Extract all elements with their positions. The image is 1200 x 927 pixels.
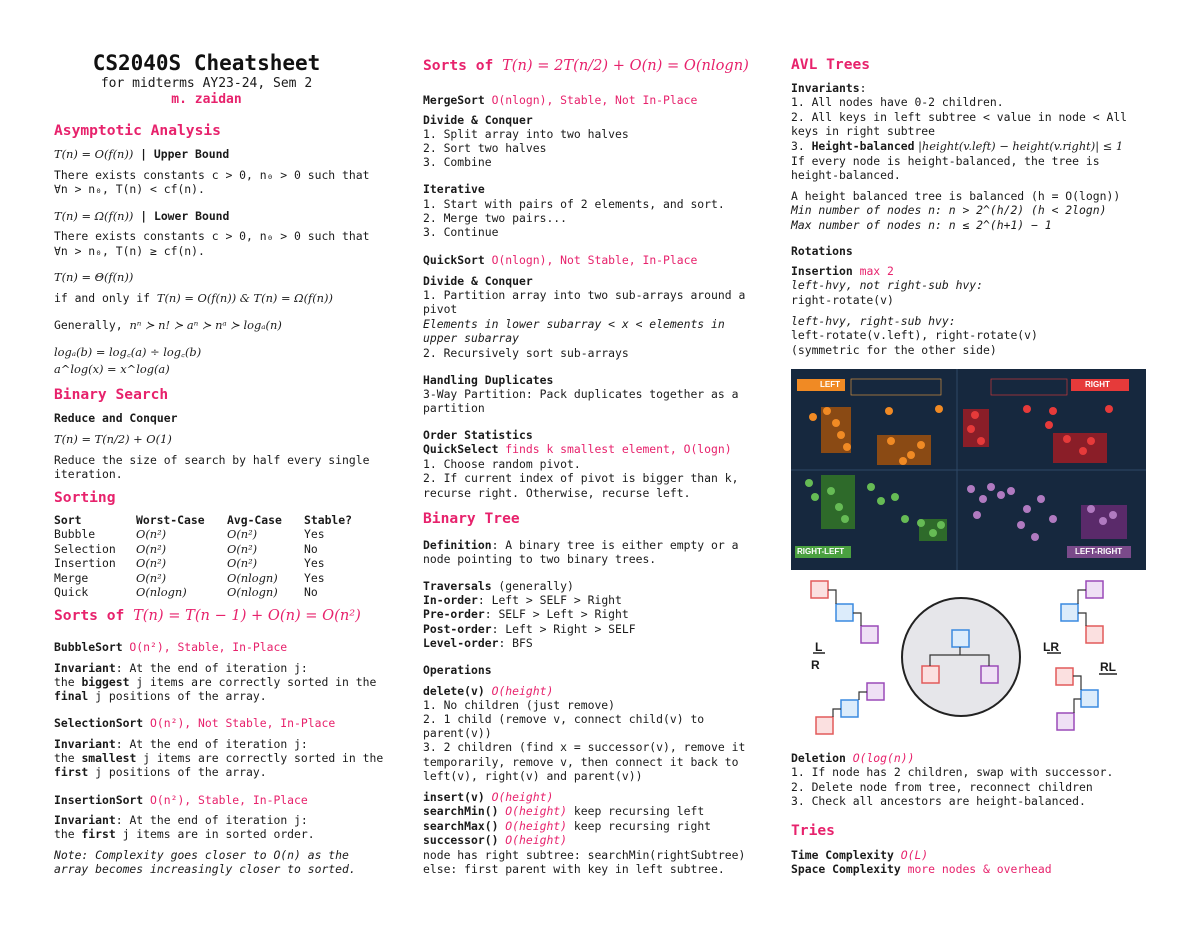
sorts-n1-heading: Sorts of T(n) = T(n − 1) + O(n) = O(n²) (54, 607, 361, 624)
iter-step-3: 3. Continue (423, 225, 499, 239)
cell: O(n²) (227, 556, 258, 571)
bubblesort-title: BubbleSort O(n²), Stable, In-Place (54, 640, 288, 654)
lower-bound-desc-2: ∀n > n₀, T(n) ≥ cf(n). (54, 244, 205, 258)
theta-formula: T(n) = Θ(f(n)) (54, 270, 134, 284)
table-row (54, 527, 352, 541)
col-worst: Worst-Case (136, 513, 205, 527)
author-name: m. zaidan (171, 92, 242, 107)
postorder-line: Post-order: Left > Right > SELF (423, 622, 636, 636)
quickselect-title: QuickSelect finds k smallest element, O(logn) (423, 442, 732, 456)
log-rule-1: logₐ(b) = log꜀(a) ÷ log꜀(b) (54, 345, 202, 359)
iter-step-1: 1. Start with pairs of 2 elements, and sort. (423, 197, 725, 211)
tries-heading: Tries (791, 822, 835, 839)
col-avg: Avg-Case (227, 513, 282, 527)
sorting-table-header (54, 513, 352, 527)
quick-elements: Elements in lower subarray < x < elements in (423, 317, 725, 331)
preorder-line: Pre-order: SELF > Left > Right (423, 607, 629, 621)
cell: O(n²) (136, 556, 167, 571)
mergesort-title: MergeSort O(nlogn), Stable, Not In-Place (423, 93, 698, 107)
panel-right-left-label: RIGHT-LEFT (797, 547, 845, 556)
sorts-2t-heading: Sorts of T(n) = 2T(n/2) + O(n) = O(nlogn) (423, 57, 749, 74)
delete-title: delete(v) O(height) (423, 684, 554, 698)
merge-dc-step-2: 2. Sort two halves (423, 141, 547, 155)
delete-step-3b: temporarily, remove v, then connect it back to (423, 755, 739, 769)
duplicates-desc-2: partition (423, 401, 485, 415)
sorting-table (54, 513, 352, 599)
searchmin-line: searchMin() O(height) keep recursing left (423, 804, 705, 818)
sorting-heading: Sorting (54, 489, 116, 506)
page-subtitle: for midterms AY23-24, Sem 2 (100, 76, 313, 91)
asymptotic-heading: Asymptotic Analysis (54, 122, 221, 139)
bubblesort-inv-1: Invariant: At the end of iteration j: (54, 661, 308, 675)
inorder-line: In-order: Left > SELF > Right (423, 593, 622, 607)
quick-dc-heading: Divide & Conquer (423, 274, 533, 288)
table-row (54, 556, 352, 570)
upper-bound-line: T(n) = O(f(n)) | Upper Bound (54, 147, 230, 161)
panel-left-label: LEFT (820, 380, 840, 389)
delete-step-3: 3. 2 children (find x = successor(v), remove it (423, 740, 746, 754)
selectionsort-inv-1: Invariant: At the end of iteration j: (54, 737, 308, 751)
insertionsort-note-1: Note: Complexity goes closer to O(n) as the (54, 848, 349, 862)
upper-bound-desc-2: ∀n > n₀, T(n) < cf(n). (54, 182, 205, 196)
page-title: CS2040S Cheatsheet (92, 51, 321, 75)
cell: O(nlogn) (227, 585, 278, 600)
sketch-label-rl: RL (1100, 660, 1116, 674)
deletion-step-2: 2. Delete node from tree, reconnect children (791, 780, 1093, 794)
rot-case-1-action: right-rotate(v) (791, 293, 894, 307)
cell: O(n²) (136, 527, 167, 542)
cell: O(n²) (227, 527, 258, 542)
rotation-diagram (791, 369, 1146, 570)
os-step-2: 2. If current index of pivot is bigger than k, (423, 471, 739, 485)
rot-case-1: left-hvy, not right-sub hvy: (791, 278, 984, 292)
panel-left-right-label: LEFT-RIGHT (1075, 547, 1123, 556)
selectionsort-title: SelectionSort O(n²), Not Stable, In-Place (54, 716, 336, 730)
bt-definition-2: node pointing to two binary trees. (423, 552, 657, 566)
iter-step-2: 2. Merge two pairs... (423, 211, 568, 225)
cell: Selection (54, 541, 116, 556)
bt-definition-1: Definition: A binary tree is either empty or a (423, 538, 739, 552)
quicksort-title: QuickSort O(nlogn), Not Stable, In-Place (423, 253, 698, 267)
binary-search-formula: T(n) = T(n/2) + O(1) (54, 432, 172, 446)
insert-title: insert(v) O(height) (423, 790, 554, 804)
merge-dc-step-1: 1. Split array into two halves (423, 127, 629, 141)
reduce-conquer-label: Reduce and Conquer (54, 411, 178, 425)
merge-dc-heading: Divide & Conquer (423, 113, 533, 127)
cell: O(nlogn) (227, 570, 278, 585)
col-stable: Stable? (304, 513, 353, 527)
growth-order: Generally, nⁿ ≻ n! ≻ aⁿ ≻ nᵃ ≻ logₐ(n) (54, 318, 282, 332)
avl-inv-3: 3. Height-balanced |height(v.left) − height(v.right)| ≤ 1 (791, 139, 1124, 153)
panel-right-label: RIGHT (1085, 380, 1110, 389)
cell: Bubble (54, 527, 96, 542)
cell: Yes (304, 556, 325, 571)
insertionsort-note-2: array becomes increasingly closer to sorted. (54, 862, 356, 876)
insertionsort-inv-1: Invariant: At the end of iteration j: (54, 813, 308, 827)
iterative-heading: Iterative (423, 182, 485, 196)
cell: Merge (54, 570, 89, 585)
cell: O(n²) (227, 541, 258, 556)
upper-bound-desc-1: There exists constants c > 0, n₀ > 0 such that (54, 168, 370, 182)
sketch-label-l: L (815, 640, 823, 654)
rotations-heading: Rotations (791, 244, 853, 258)
rot-case-2-action: left-rotate(v.left), right-rotate(v) (791, 328, 1038, 342)
delete-step-2: 2. 1 child (remove v, connect child(v) to (423, 712, 705, 726)
bubblesort-inv-3: final j positions of the array. (54, 689, 267, 703)
rot-case-2: left-hvy, right-sub hvy: (791, 314, 956, 328)
avl-inv-4: If every node is height-balanced, the tree is (791, 154, 1100, 168)
duplicates-desc-1: 3-Way Partition: Pack duplicates together as a (423, 387, 739, 401)
binary-search-desc-2: iteration. (54, 467, 123, 481)
successor-desc-2: else: first parent with key in left subtree. (423, 862, 725, 876)
levelorder-line: Level-order: BFS (423, 636, 533, 650)
delete-step-2b: parent(v)) (423, 726, 492, 740)
deletion-title: Deletion O(log(n)) (791, 751, 915, 765)
operations-heading: Operations (423, 663, 492, 677)
binary-search-desc-1: Reduce the size of search by half every single (54, 453, 370, 467)
deletion-step-1: 1. If node has 2 children, swap with successor. (791, 765, 1114, 779)
cell: O(nlogn) (136, 585, 187, 600)
insertion-title: Insertion max 2 (791, 264, 894, 278)
insertionsort-title: InsertionSort O(n²), Stable, In-Place (54, 793, 308, 807)
successor-desc-1: node has right subtree: searchMin(rightSubtree) (423, 848, 746, 862)
lower-bound-line: T(n) = Ω(f(n)) | Lower Bound (54, 209, 230, 223)
avl-inv-1: 1. All nodes have 0-2 children. (791, 95, 1004, 109)
quick-step-1b: pivot (423, 302, 458, 316)
binary-tree-heading: Binary Tree (423, 510, 520, 527)
avl-inv-2b: keys in right subtree (791, 124, 936, 138)
cell: No (304, 585, 318, 600)
searchmax-line: searchMax() O(height) keep recursing right (423, 819, 712, 833)
rot-symmetric: (symmetric for the other side) (791, 343, 997, 357)
avl-min-nodes: Min number of nodes n: n > 2^(h/2) (h < 2logn) (791, 203, 1107, 217)
os-step-1: 1. Choose random pivot. (423, 457, 581, 471)
duplicates-heading: Handling Duplicates (423, 373, 554, 387)
successor-title: successor() O(height) (423, 833, 568, 847)
insertionsort-inv-2: the first j items are in sorted order. (54, 827, 315, 841)
tries-time: Time Complexity O(L) (791, 848, 929, 862)
table-row (54, 585, 352, 599)
selectionsort-inv-3: first j positions of the array. (54, 765, 267, 779)
col-sort: Sort (54, 513, 82, 527)
cell: Yes (304, 570, 325, 585)
avl-heading: AVL Trees (791, 56, 871, 73)
sketch-label-r: R (811, 658, 820, 672)
traversals-heading: Traversals (generally) (423, 579, 574, 593)
invariants-heading: Invariants: (791, 81, 867, 95)
table-row (54, 571, 352, 585)
quick-step-2: 2. Recursively sort sub-arrays (423, 346, 629, 360)
cell: Yes (304, 527, 325, 542)
bubblesort-inv-2: the biggest j items are correctly sorted in the (54, 675, 377, 689)
delete-step-3c: left(v), right(v) and parent(v)) (423, 769, 643, 783)
delete-step-1: 1. No children (just remove) (423, 698, 616, 712)
avl-balanced: A height balanced tree is balanced (h = O(logn)) (791, 189, 1121, 203)
quick-step-1: 1. Partition array into two sub-arrays around a (423, 288, 746, 302)
cell: Insertion (54, 556, 116, 571)
cell: O(n²) (136, 541, 167, 556)
quick-elements-2: upper subarray (423, 331, 520, 345)
deletion-step-3: 3. Check all ancestors are height-balanced. (791, 794, 1086, 808)
lower-bound-desc-1: There exists constants c > 0, n₀ > 0 such that (54, 229, 370, 243)
cell: No (304, 541, 318, 556)
rotation-sketch (791, 576, 1146, 746)
cell: O(n²) (136, 570, 167, 585)
sketch-label-lr: LR (1043, 640, 1059, 654)
cell: Quick (54, 585, 89, 600)
log-rule-2: a^log(x) = x^log(a) (54, 362, 170, 376)
theta-desc: if and only if T(n) = O(f(n)) & T(n) = Ω(f(n)) (54, 291, 333, 305)
merge-dc-step-3: 3. Combine (423, 155, 492, 169)
avl-inv-2: 2. All keys in left subtree < value in node < All (791, 110, 1128, 124)
selectionsort-inv-2: the smallest j items are correctly sorted in the (54, 751, 384, 765)
avl-inv-5: height-balanced. (791, 168, 901, 182)
avl-max-nodes: Max number of nodes n: n ≤ 2^(h+1) − 1 (791, 218, 1052, 232)
table-row (54, 542, 352, 556)
os-step-3: recurse right. Otherwise, recurse left. (423, 486, 691, 500)
tries-space: Space Complexity more nodes & overhead (791, 862, 1052, 876)
binary-search-heading: Binary Search (54, 386, 169, 403)
order-stats-heading: Order Statistics (423, 428, 533, 442)
